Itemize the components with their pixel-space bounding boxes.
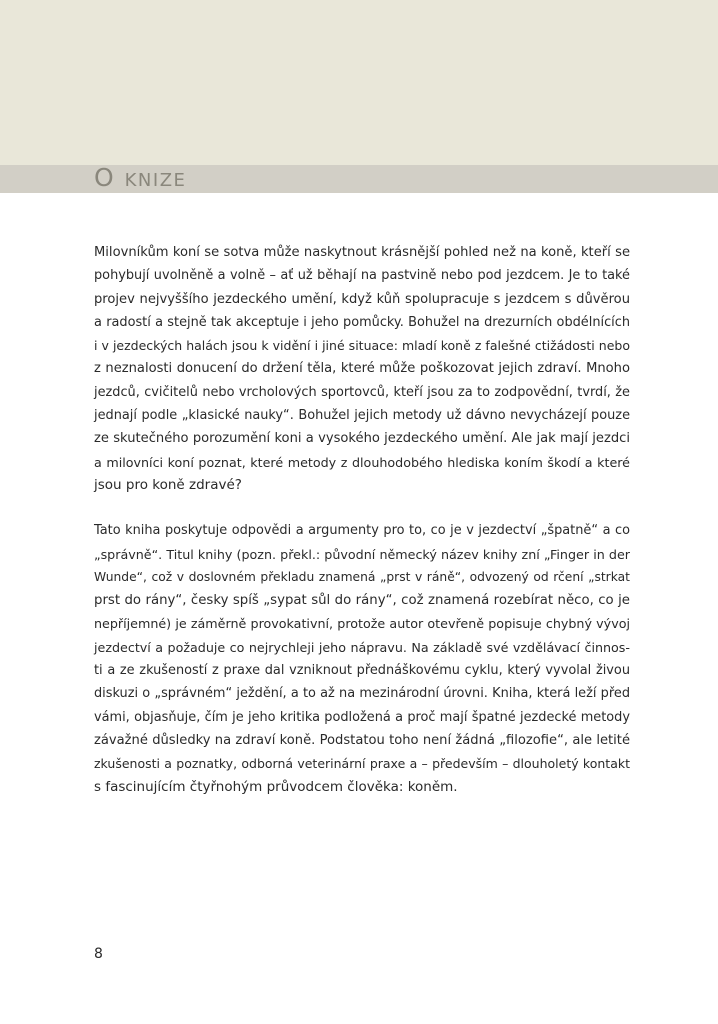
paragraph-2 (94, 519, 630, 799)
text-line: Wunde“, což v doslovném překladu znamená „prst v ráně“, odvozený od rčení „strkat (94, 569, 630, 584)
text-line: Milovníkům koní se sotva může naskytnout krásnější pohled než na koně, kteří se (94, 245, 630, 260)
text-line: ti a ze zkušeností z praxe dal vzniknout přednáškovému cyklu, který vyvolal živou (94, 663, 630, 679)
text-line: ze skutečného porozumění koni a vysokého jezdeckého umění. Ale jak mají jezdci (94, 431, 630, 447)
text-line: nepříjemné) je záměrně provokativní, protože autor otevřeně popisuje chybný vývoj (94, 616, 630, 632)
text-line: Tato kniha poskytuje odpovědi a argumenty pro to, co je v jezdectví „špatně“ a co (94, 523, 630, 539)
text-line: jezdectví a požaduje co nejrychleji jeho nápravu. Na základě své vzdělávací činnos- (94, 639, 630, 655)
text-line: i v jezdeckých halách jsou k vidění i jiné situace: mladí koně z falešné ctižádosti nebo (94, 338, 630, 354)
text-line: jednají podle „klasické nauky“. Bohužel jejich metody už dávno nevycházejí pouze (94, 408, 630, 424)
paragraph-1 (94, 241, 630, 497)
text-line: „správně“. Titul knihy (pozn. překl.: původní německý název knihy zní „Finger in der (94, 546, 630, 562)
text-line: prst do rány“, česky spíš „sypat sůl do rány“, což znamená rozebírat něco, co je (94, 593, 630, 609)
text-line: z neznalosti donucení do držení těla, které může poškozovat jejich zdraví. Mnoho (94, 361, 630, 377)
text-line: a milovníci koní poznat, které metody z dlouhodobého hlediska koním škodí a které (94, 454, 630, 470)
text-line: zkušenosti a poznatky, odborná veterinární praxe a – především – dlouholetý kontakt (94, 756, 630, 772)
text-line: pohybují uvolněně a volně – ať už běhají na pastvině nebo pod jezdcem. Je to také (94, 268, 630, 284)
text-line: jsou pro koně zdravé? (94, 476, 242, 493)
text-line: jezdců, cvičitelů nebo vrcholových sportovců, kteří jsou za to zodpovědní, tvrdí, že (94, 384, 630, 400)
text-line: vámi, objasňuje, čím je jeho kritika podložená a proč mají špatné jezdecké metody (94, 709, 630, 725)
text-line: projev nejvyššího jezdeckého umění, když kůň spolupracuje s jezdcem s důvěrou (94, 291, 630, 307)
text-line: závažné důsledky na zdraví koně. Podstatou toho není žádná „filozofie“, ale letité (94, 732, 630, 748)
page-number: 8 (94, 946, 103, 962)
chapter-title: O knize (94, 163, 187, 192)
text-line: a radostí a stejně tak akceptuje i jeho pomůcky. Bohužel na drezurních obdélnících (94, 314, 630, 330)
body-text (94, 241, 630, 799)
header-band (0, 0, 718, 165)
text-line: diskuzi o „správném“ ježdění, a to až na mezinárodní úrovni. Kniha, která leží před (94, 686, 630, 702)
text-line: s fascinujícím čtyřnohým průvodcem člověka: koněm. (94, 778, 458, 795)
